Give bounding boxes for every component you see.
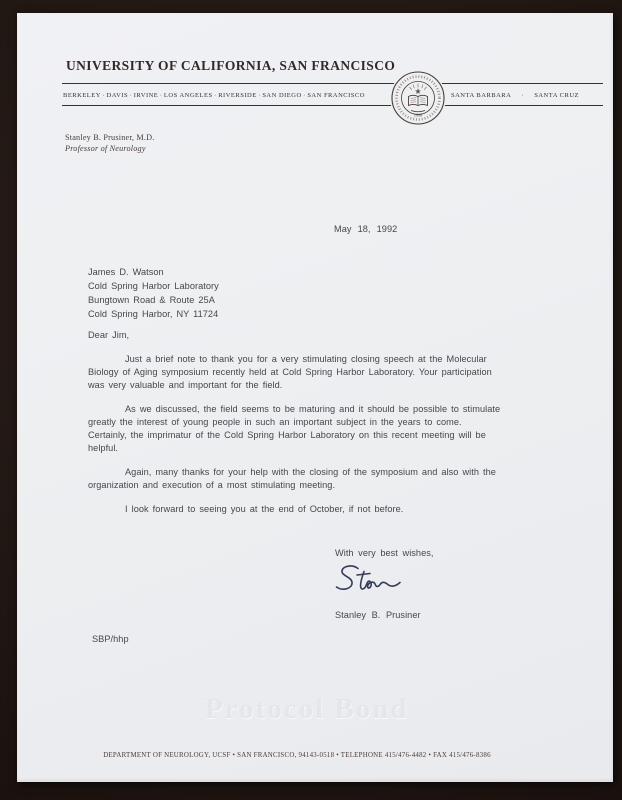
body-line: As we discussed, the field seems to be maturing and it should be possible to stimulate (125, 403, 501, 414)
recipient-address (88, 265, 219, 321)
body-line: Certainly, the imprimatur of the Cold Spring Harbor Laboratory on this recent meeting will be (88, 430, 486, 441)
campus-separator-dot: · (303, 91, 306, 99)
campus-separator-dot: · (214, 91, 217, 99)
campus-separator-dot: · (258, 91, 261, 99)
body-line: was very valuable and important for the field. (88, 380, 283, 391)
campus-name: SANTA BARBARA (451, 91, 512, 99)
campus-name: RIVERSIDE (218, 91, 257, 99)
body-line: greatly the interest of young people in such an important subject in the years to come. (88, 417, 462, 428)
campus-separator-dot: · (102, 91, 106, 99)
sender-title: Professor of Neurology (65, 143, 146, 153)
campus-separator-dot: · (129, 91, 133, 99)
salutation: Dear Jim, (88, 330, 130, 340)
recipient-address-line: James D. Watson (88, 267, 164, 277)
campus-name: SAN DIEGO (262, 91, 302, 99)
reference-initials: SBP/hhp (92, 634, 129, 644)
body-line: Biology of Aging symposium recently held at Cold Spring Harbor Laboratory. Your participation (88, 366, 492, 377)
footer-department-line: DEPARTMENT OF NEUROLOGY, UCSF • SAN FRANCISCO, 94143-0518 • TELEPHONE 415/476-4482 • FAX 415/476-8386 (103, 752, 491, 759)
typed-signature-name: Stanley B. Prusiner (335, 610, 421, 620)
letterhead-rule-top (62, 83, 603, 84)
handwritten-signature (329, 563, 409, 599)
recipient-address-line: Cold Spring Harbor Laboratory (88, 281, 219, 291)
letterhead-rule-bottom (62, 105, 603, 106)
paragraph (88, 353, 550, 393)
paragraph (88, 466, 550, 492)
seal-year-text: 1868 (413, 112, 423, 118)
letterhead-university-title: UNIVERSITY OF CALIFORNIA, SAN FRANCISCO (66, 58, 396, 73)
paper-watermark: Protocol Bond (205, 693, 409, 725)
body-line: Again, many thanks for your help with the closing of the symposium and also with the (125, 467, 496, 478)
campus-name: DAVIS (106, 91, 129, 99)
campus-list-left (63, 91, 365, 101)
paragraph (88, 503, 550, 516)
letter-date: May 18, 1992 (334, 224, 398, 234)
closing-phrase: With very best wishes, (335, 548, 434, 558)
recipient-address-line: Bungtown Road & Route 25A (88, 295, 215, 305)
body-line: helpful. (88, 443, 119, 454)
campus-name: BERKELEY (63, 91, 101, 99)
campus-name: SAN FRANCISCO (307, 91, 365, 99)
letter-body (88, 329, 550, 516)
paragraph (88, 403, 550, 456)
campus-name: SANTA CRUZ (534, 91, 579, 99)
campus-name: LOS ANGELES (163, 91, 213, 99)
sender-block (65, 133, 155, 154)
uc-seal-icon (390, 70, 446, 126)
letter-paper (17, 13, 613, 782)
recipient-address-line: Cold Spring Harbor, NY 11724 (88, 309, 219, 319)
campus-separator-dot: · (159, 91, 163, 99)
campus-name: IRVINE (133, 91, 159, 99)
body-line: Just a brief note to thank you for a very stimulating closing speech at the Molecular (125, 353, 487, 364)
sender-name: Stanley B. Prusiner, M.D. (65, 133, 155, 142)
campus-separator-dot: · (521, 91, 525, 99)
campus-list-right (451, 91, 579, 101)
body-line: organization and execution of a most stimulating meeting. (88, 480, 336, 491)
body-line: I look forward to seeing you at the end of October, if not before. (125, 504, 404, 515)
